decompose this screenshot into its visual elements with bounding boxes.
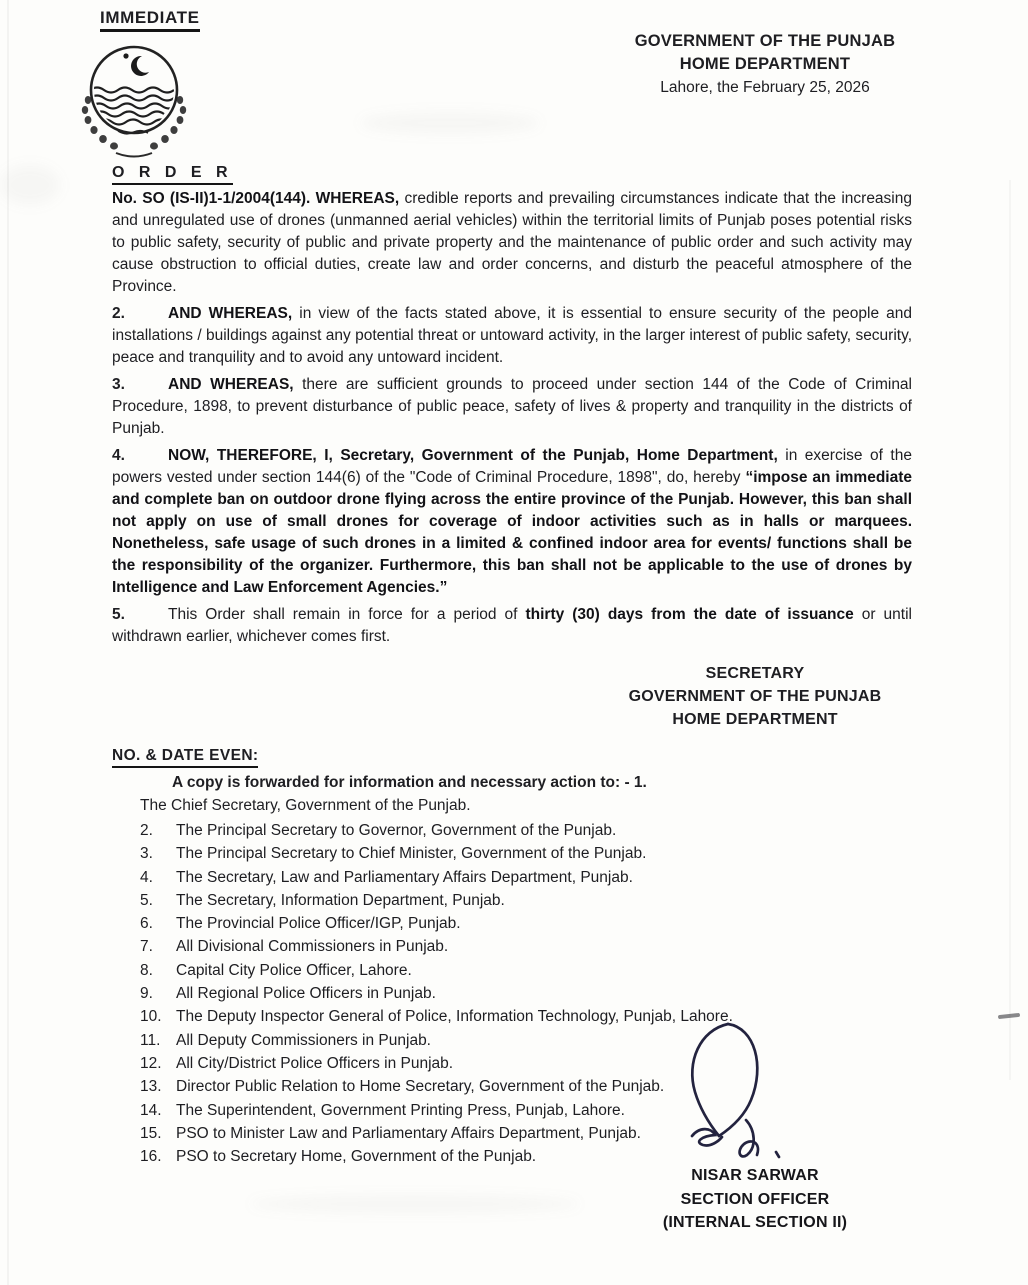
item-text: The Secretary, Information Department, Punjab. bbox=[176, 891, 505, 909]
distribution-item bbox=[112, 959, 912, 982]
order-ref-number: No. SO (IS-II)1-1/2004(144). WHEREAS, bbox=[112, 190, 400, 207]
distribution-item bbox=[112, 935, 912, 958]
letterhead bbox=[598, 30, 932, 99]
paragraph-number: 4. bbox=[112, 447, 125, 464]
whereas-clause: AND WHEREAS, bbox=[168, 305, 293, 322]
item-number: 7. bbox=[140, 938, 153, 956]
letterhead-org: GOVERNMENT OF THE PUNJAB bbox=[634, 32, 896, 50]
paragraph-number: 3. bbox=[112, 376, 125, 393]
paragraph-number: 2. bbox=[112, 305, 125, 322]
item-number: 12. bbox=[140, 1054, 162, 1072]
item-text: Capital City Police Officer, Lahore. bbox=[176, 961, 412, 979]
item-text: All City/District Police Officers in Punjab. bbox=[176, 1054, 454, 1072]
scan-smudge-artifact bbox=[250, 1195, 580, 1213]
distribution-item bbox=[112, 889, 912, 912]
whereas-clause: AND WHEREAS, bbox=[168, 376, 294, 393]
distribution-item bbox=[112, 819, 912, 842]
item-number: 9. bbox=[140, 985, 153, 1003]
secretary-org: GOVERNMENT OF THE PUNJAB bbox=[628, 688, 882, 705]
scan-edge-artifact bbox=[1009, 180, 1011, 1080]
scan-smudge-artifact bbox=[0, 165, 60, 205]
paragraph-text: This Order shall remain in force for a period of bbox=[168, 606, 518, 623]
item-text: The Principal Secretary to Chief Minister, Government of the Punjab. bbox=[176, 845, 647, 863]
ban-clause: “impose an immediate and complete ban on outdoor drone flying across the entire province of the Punjab. However, this ban shall not apply on use of small drones for coverage of indoor activities such as in halls or marquees. Nonetheless, safe usage of such drones in a limited & confined indoor area for events/ functions shall be the responsibility of the organizer. Furthermore, this ban shall not be applicable to the use of drones by Intelligence and Law Enforcement Agencies.” bbox=[112, 469, 912, 596]
item-number: 14. bbox=[140, 1101, 162, 1119]
item-number: 10. bbox=[140, 1008, 162, 1026]
paragraph-text: there are sufficient grounds to proceed under section 144 of the Code of Criminal Procedure, 1898, to prevent disturbance of public peace, safety of lives & property and tranquility in the districts of Punjab. bbox=[112, 376, 912, 437]
distribution-item bbox=[112, 842, 912, 865]
item-number: 5. bbox=[140, 891, 153, 909]
immediate-label: IMMEDIATE bbox=[100, 8, 200, 32]
order-heading: O R D E R bbox=[112, 164, 233, 185]
item-text: The Provincial Police Officer/IGP, Punjab. bbox=[176, 915, 461, 933]
distribution-item bbox=[112, 866, 912, 889]
item-number: 11. bbox=[140, 1031, 161, 1049]
signer-name: NISAR SARWAR bbox=[691, 1167, 819, 1184]
item-number: 13. bbox=[140, 1078, 162, 1096]
item-number: 2. bbox=[140, 822, 153, 839]
item-text: The Deputy Inspector General of Police, Information Technology, Punjab, Lahore. bbox=[176, 1008, 733, 1026]
item-number: 16. bbox=[140, 1148, 162, 1166]
paragraph-text: in view of the facts stated above, it is essential to ensure security of the people and installations / buildings against any potential threat or untoward activity, in the larger interest of public safety, security, peace and tranquility and to avoid any untoward incident. bbox=[112, 305, 912, 366]
paragraph-text: or until withdrawn earlier, whichever comes first. bbox=[112, 606, 912, 645]
secretary-signature-block bbox=[590, 662, 920, 731]
punjab-government-crest-icon bbox=[78, 38, 190, 167]
letterhead-dept: HOME DEPARTMENT bbox=[679, 55, 851, 73]
item-number: 15. bbox=[140, 1124, 162, 1142]
item-number: 8. bbox=[140, 961, 153, 979]
signer-block bbox=[590, 1164, 920, 1235]
signature-ink bbox=[648, 1014, 800, 1177]
duration-clause: thirty (30) days from the date of issuance bbox=[525, 606, 854, 623]
order-paragraph-4 bbox=[112, 445, 912, 599]
secretary-title: SECRETARY bbox=[705, 665, 805, 682]
item-number: 6. bbox=[140, 915, 153, 933]
distribution-item-1: The Chief Secretary, Government of the Punjab. bbox=[140, 797, 471, 814]
order-paragraph-1 bbox=[112, 188, 912, 298]
order-paragraph-5 bbox=[112, 604, 912, 648]
item-text: All Regional Police Officers in Punjab. bbox=[176, 985, 436, 1003]
secretary-dept: HOME DEPARTMENT bbox=[672, 711, 838, 728]
paragraph-text: credible reports and prevailing circumstances indicate that the increasing and unregulated use of drones (unmanned aerial vehicles) within the territorial limits of Punjab poses potential risks to public safety, security of public and private property and the maintenance of public order and such activity may cause obstruction to official duties, create law and order concerns, and disturb the peaceful atmosphere of the Province. bbox=[112, 190, 912, 295]
paragraph-number: 5. bbox=[112, 606, 125, 623]
scan-smudge-artifact bbox=[360, 112, 540, 134]
therefore-clause: NOW, THEREFORE, I, Secretary, Government of the Punjab, Home Department, bbox=[168, 447, 778, 464]
item-text: The Superintendent, Government Printing Press, Punjab, Lahore. bbox=[176, 1101, 625, 1119]
item-text: PSO to Minister Law and Parliamentary Affairs Department, Punjab. bbox=[176, 1124, 641, 1142]
item-text: Director Public Relation to Home Secretary, Government of the Punjab. bbox=[176, 1078, 665, 1096]
signer-section: (INTERNAL SECTION II) bbox=[662, 1214, 848, 1231]
item-text: All Divisional Commissioners in Punjab. bbox=[176, 938, 449, 956]
distribution-item bbox=[112, 912, 912, 935]
pen-tick-artifact bbox=[998, 1013, 1020, 1019]
paragraph-text: in exercise of the powers vested under section 144(6) of the "Code of Criminal Procedure, 1898", do, hereby bbox=[112, 447, 912, 486]
item-number: 3. bbox=[140, 845, 153, 863]
signer-title: SECTION OFFICER bbox=[680, 1190, 830, 1208]
no-date-even-heading: NO. & DATE EVEN: bbox=[112, 747, 258, 768]
letterhead-date: Lahore, the February 25, 2026 bbox=[660, 79, 870, 96]
item-number: 4. bbox=[140, 868, 153, 886]
order-paragraph-3 bbox=[112, 374, 912, 440]
order-paragraph-2 bbox=[112, 303, 912, 369]
item-text: PSO to Secretary Home, Government of the Punjab. bbox=[176, 1148, 537, 1166]
item-text: All Deputy Commissioners in Punjab. bbox=[176, 1031, 431, 1049]
scan-edge-artifact bbox=[7, 0, 9, 1285]
item-text: The Secretary, Law and Parliamentary Affairs Department, Punjab. bbox=[176, 868, 633, 886]
distribution-item bbox=[112, 982, 912, 1005]
item-text: The Principal Secretary to Governor, Government of the Punjab. bbox=[176, 822, 617, 839]
forwarding-line: A copy is forwarded for information and necessary action to: - 1. bbox=[172, 774, 647, 791]
